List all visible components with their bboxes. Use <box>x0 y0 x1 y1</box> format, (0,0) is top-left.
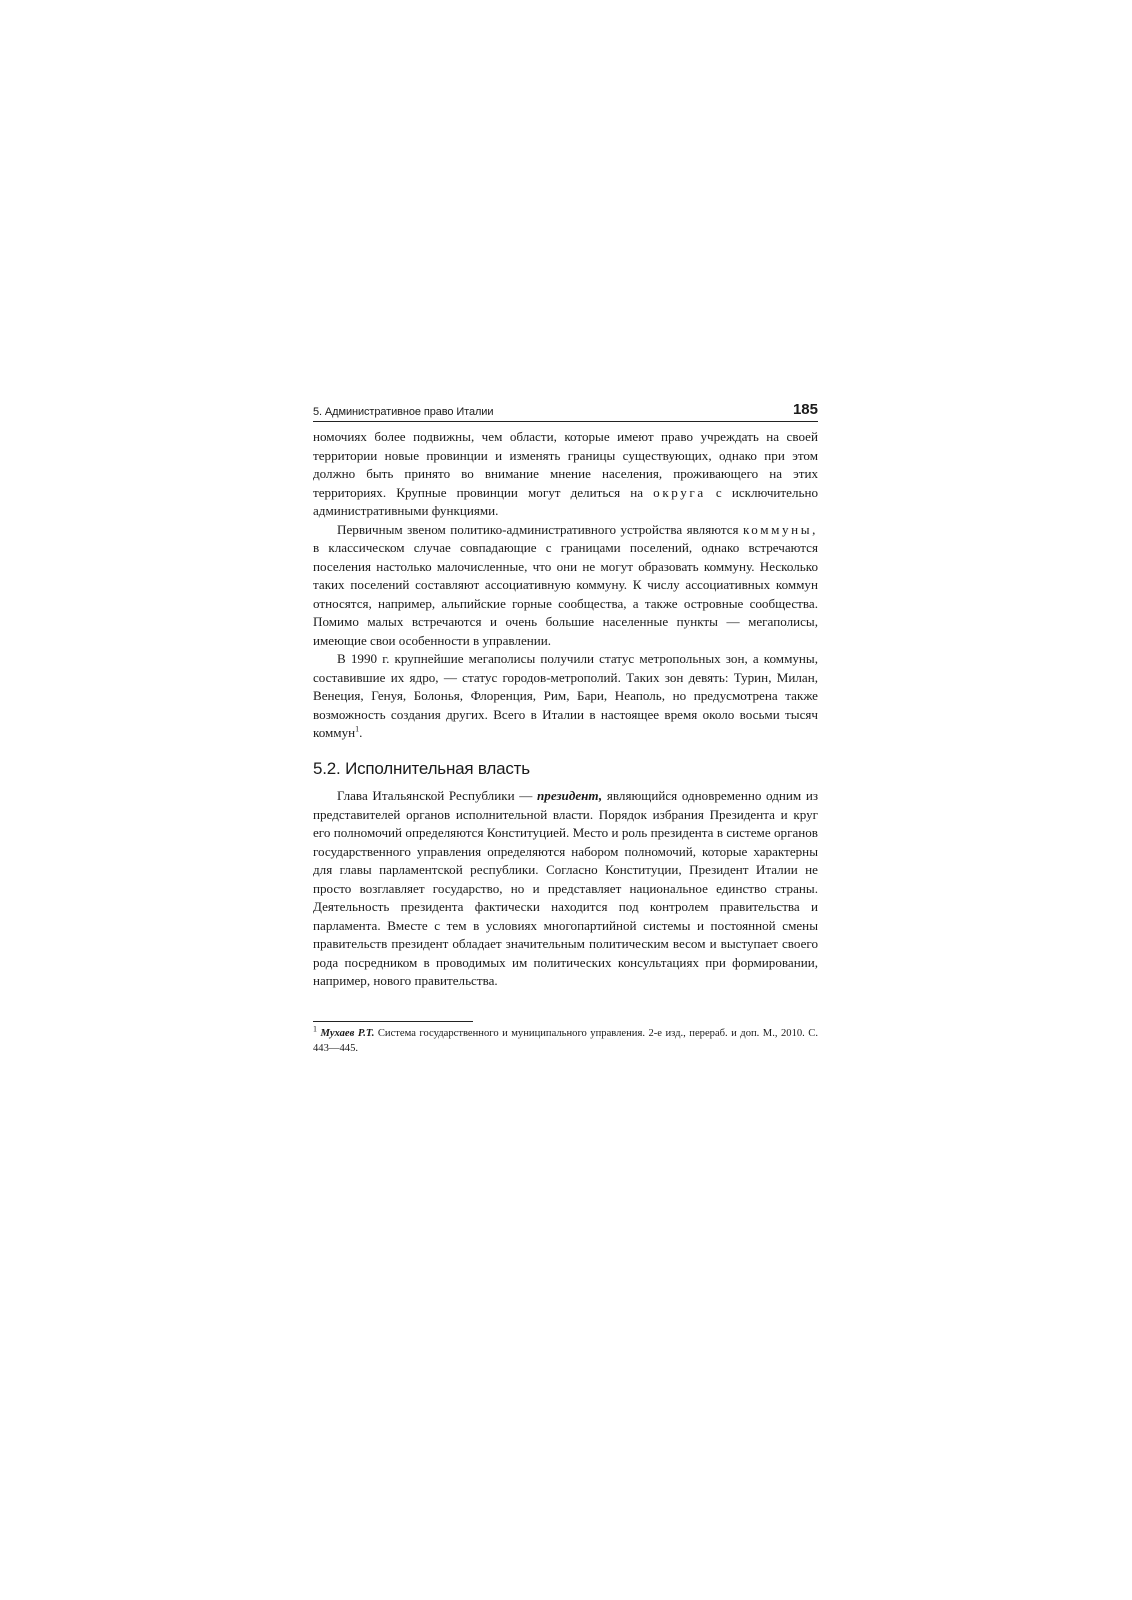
paragraph <box>313 428 818 521</box>
emphasized-term: коммуны, <box>743 521 818 537</box>
main-text <box>313 428 818 991</box>
paragraph-text: Первичным звеном политико-административного устройства являются <box>337 521 739 537</box>
paragraph-text: В 1990 г. крупнейшие мегаполисы получили статус метропольных зон, а коммуны, составившие их ядро, — статус городов-метрополий. Таких зон девять: Турин, Милан, Венеция, Генуя, Болонья, Флоренция, Рим, Бари, Неаполь, но предусмотрена также возможность создания других. Всего в Италии в настоящее время около восьми тысяч коммун <box>313 651 818 740</box>
paragraph <box>313 787 818 991</box>
paragraph-text: . <box>359 725 363 740</box>
footnote-reference[interactable]: 1 <box>355 724 360 734</box>
paragraph-text: с исключительно административными функциями. <box>313 484 818 518</box>
footnote-author: Мухаев Р.Т. <box>320 1027 375 1039</box>
emphasized-term: президент, <box>536 788 603 803</box>
emphasized-term: округа <box>653 484 706 500</box>
running-header <box>313 398 818 422</box>
paragraph <box>313 521 818 651</box>
chapter-title: 5. Административное право Италии <box>313 406 494 418</box>
section-heading: 5.2. Исполнительная власть <box>313 758 530 778</box>
paragraph-text: номочиях более подвижны, чем области, которые имеют право учреждать на своей территории новые провинции и изменять границы существующих, однако при этом должно быть принято во внимание мнение населения, проживающего на этих территориях. Крупные провинции могут делиться на <box>313 429 818 500</box>
paragraph-text: являющийся одновременно одним из представителей органов исполнительной власти. Порядок избрания Президента и круг его полномочий определяются Конституцией. Место и роль президента в системе органов государственного управления определяются набором полномочий, которые характерны для главы парламентской республики. Согласно Конституции, Президент Италии не просто возглавляет государство, но и представляет национальное единство страны. Деятельность президента фактически находится под контролем правительства и парламента. Вместе с тем в условиях многопартийной системы и постоянной смены правительств президент обладает значительным политическим весом и выступает своего рода посредником в проводимых им политических консультациях при формировании, например, нового правительства. <box>313 788 819 988</box>
paragraph-text: Глава Итальянской Республики — <box>337 788 533 803</box>
paragraph <box>313 650 818 743</box>
footnote-text: Система государственного и муниципального управления. 2-е изд., перераб. и доп. М., 2010. С. 443—445. <box>313 1027 818 1054</box>
footnote <box>313 1023 818 1056</box>
footnote-marker: 1 <box>313 1023 317 1033</box>
footnote-divider <box>313 1021 473 1022</box>
page-number: 185 <box>792 401 818 418</box>
paragraph-text: в классическом случае совпадающие с границами поселений, однако встречаются поселения настолько малочисленные, что они не могут образовать коммуну. Несколько таких поселений составляют ассоциативную коммуну. К числу ассоциативных коммун относятся, например, альпийские горные сообщества, а также островные сообщества. Помимо малых встречаются и очень большие населенные пункты — мегаполисы, имеющие свои особенности в управлении. <box>313 540 818 648</box>
book-page <box>313 398 818 1056</box>
